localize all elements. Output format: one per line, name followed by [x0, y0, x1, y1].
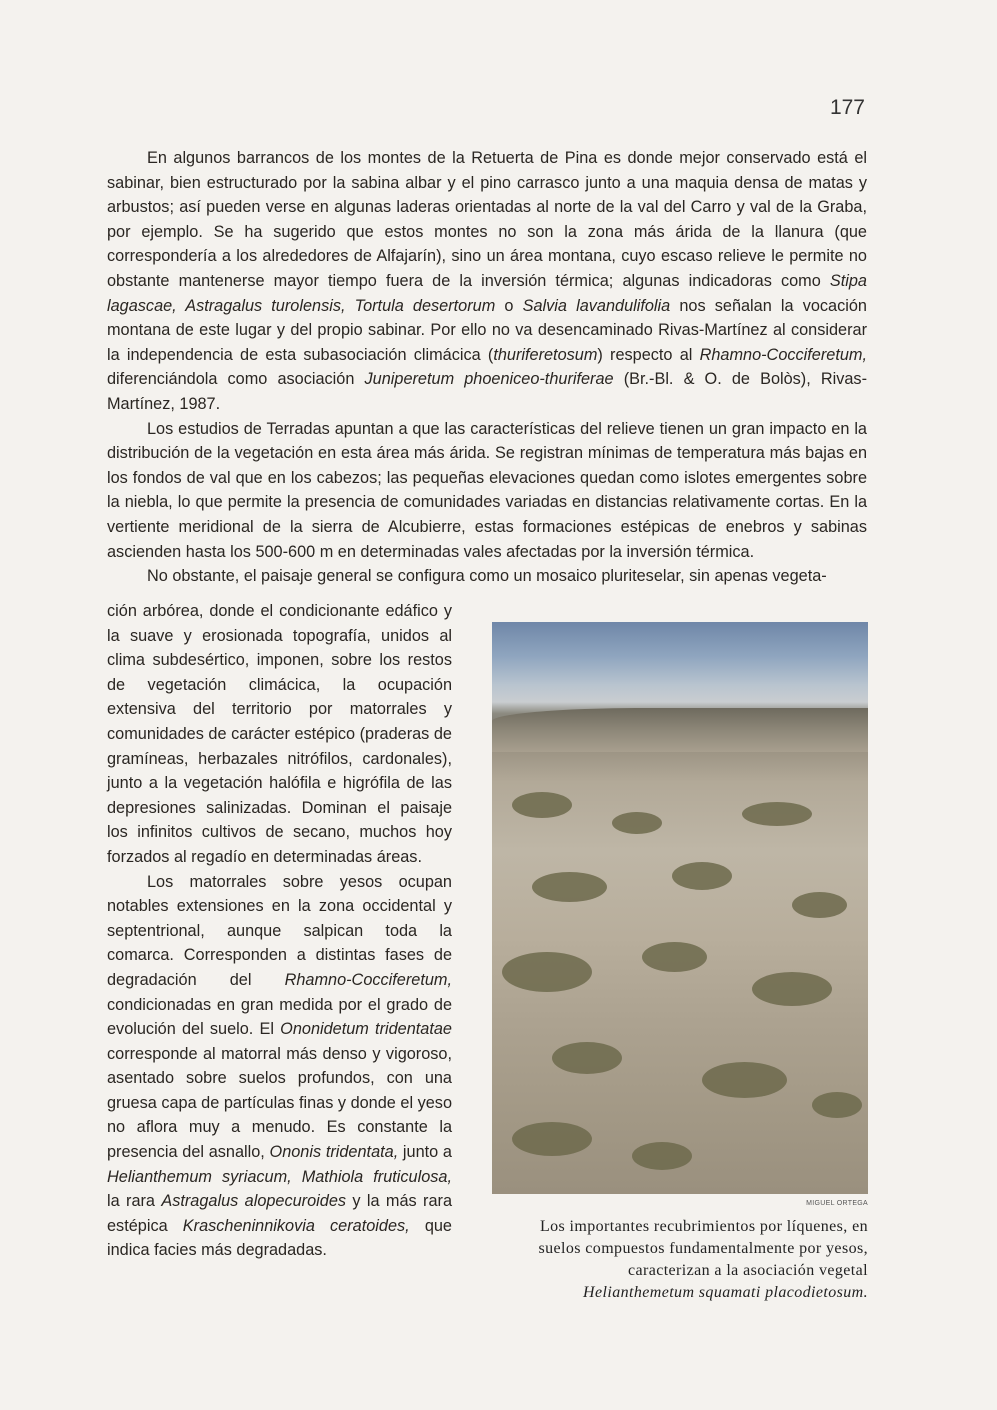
- page-number: 177: [829, 96, 865, 119]
- photo-shrub: [612, 812, 662, 834]
- photo-shrub: [752, 972, 832, 1006]
- photo-shrub: [742, 802, 812, 826]
- photo-shrub: [632, 1142, 692, 1170]
- photo-shrub: [552, 1042, 622, 1074]
- photo-shrub: [512, 1122, 592, 1156]
- photo-shrub: [702, 1062, 787, 1098]
- photo-credit: MIGUEL ORTEGA: [806, 1200, 868, 1207]
- photo-hills: [492, 708, 868, 752]
- photo-shrub: [792, 892, 847, 918]
- photo-shrub: [812, 1092, 862, 1118]
- paragraph-terradas: Los estudios de Terradas apuntan a que las características del relieve tienen un gran impacto en la distribución de la vegetación en esta área más árida. Se registran mínimas de temperatura más bajas en los fondos de val que en los cabezos; las pequeñas elevaciones quedan como islotes emergentes sobre la niebla, lo que permite la presencia de comunidades variadas en distancias relativamente cortas. En la vertiente meridional de la sierra de Alcubierre, estas formaciones estépicas de enebros y sabinas ascienden hasta los 500-600 m en determinadas vales afectadas por la inversión térmica.: [107, 419, 867, 561]
- photo-shrub: [642, 942, 707, 972]
- photo-shrub: [532, 872, 607, 902]
- body-text-column: [107, 599, 452, 1263]
- paragraph-mosaico-continued: ción arbórea, donde el condicionante edáfico y la suave y erosionada topografía, unidos al clima subdesértico, imponen, sobre los restos de vegetación climácica, la ocupación extensiva del territorio por matorrales y comunidades de carácter estépico (praderas de gramíneas, herbazales nitrófilos, cardonales), junto a la vegetación halófila e higrófila de las depresiones salinizadas. Dominan el paisaje los infinitos cultivos de secano, muchos hoy forzados al regadío en determinadas áreas.: [107, 602, 452, 866]
- figure: [492, 622, 868, 1304]
- photo-shrub: [502, 952, 592, 992]
- photo-shrub: [512, 792, 572, 818]
- paragraph-sabinar: En algunos barrancos de los montes de la Retuerta de Pina es donde mejor conservado está el sabinar, bien estructurado por la sabina albar y el pino carrasco junto a una maquia densa de matas y arbustos; así pueden verse en algunas laderas orientadas al norte de la val del Carro y val de la Graba, por ejemplo. Se ha sugerido que estos montes no son la zona más árida de la llanura (que correspondería a los alrededores de Alfajarín), sino un área montana, cuyo escaso relieve le permite no obstante mantenerse mayor tiempo fuera de la inversión térmica; algunas indicadoras como Stipa lagascae, Astragalus turolensis, Tortula desertorum o Salvia lavandulifolia nos señalan la vocación montana de este lugar y del propio sabinar. Por ello no va desencaminado Rivas-Martínez al considerar la independencia de esta subasociación climácica (thuriferetosum) respecto al Rhamno-Cocciferetum, diferenciándola como asociación Juniperetum phoeniceo-thuriferae (Br.-Bl. & O. de Bolòs), Rivas-Martínez, 1987.: [107, 149, 867, 413]
- body-text-full-width: [107, 146, 867, 589]
- paragraph-matorrales: Los matorrales sobre yesos ocupan notables extensiones en la zona occidental y septentrional, aunque salpican toda la comarca. Corresponden a distintas fases de degradación del Rhamno-Cocciferetum, condicionadas en gran medida por el grado de evolución del suelo. El Ononidetum tridentatae corresponde al matorral más denso y vigoroso, asentado sobre suelos profundos, con una gruesa capa de partículas finas y donde el yeso no aflora muy a menudo. Es constante la presencia del asnallo, Ononis tridentata, junto a Helianthemum syriacum, Mathiola fruticulosa, la rara Astragalus alopecuroides y la más rara estépica Krascheninnikovia ceratoides, que indica facies más degradadas.: [107, 872, 452, 1260]
- figure-caption: Los importantes recubrimientos por líquenes, en suelos compuestos fundamentalmente por yesos, caracterizan a la asociación vegetal Helianthemetum squamati placodietosum.: [538, 1218, 868, 1301]
- photo-shrub: [672, 862, 732, 890]
- paragraph-mosaico-start: No obstante, el paisaje general se configura como un mosaico pluriteselar, sin apenas vegeta-: [147, 567, 827, 586]
- landscape-photo: [492, 622, 868, 1194]
